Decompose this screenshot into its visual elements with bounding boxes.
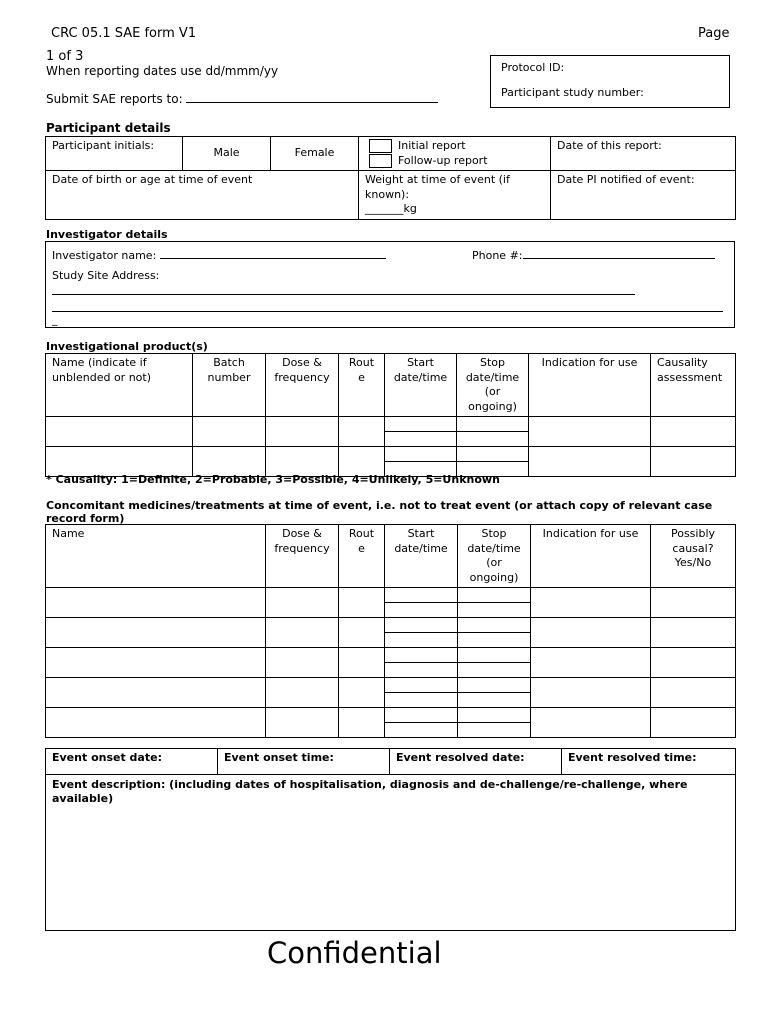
weight-unit: _______kg (365, 202, 417, 215)
concomitant-header-route: Rout e (339, 525, 385, 588)
causality-note: * Causality: 1=Definite, 2=Probable, 3=Possible, 4=Unlikely, 5=Unknown (46, 473, 500, 486)
table-cell[interactable] (385, 678, 458, 708)
products-header-batch: Batch number (193, 354, 266, 417)
phone-row (472, 249, 715, 262)
investigator-name-row (52, 249, 386, 262)
table-cell[interactable] (266, 678, 339, 708)
followup-report-checkbox[interactable] (369, 154, 392, 168)
followup-report-option[interactable] (369, 154, 540, 169)
table-cell[interactable] (266, 417, 339, 447)
table-row (46, 588, 736, 618)
initials-cell[interactable]: Participant initials: (46, 137, 183, 171)
female-option[interactable]: Female (271, 137, 359, 171)
products-header-dose: Dose & frequency (266, 354, 339, 417)
event-description[interactable]: Event description: (including dates of hospitalisation, diagnosis and de-challenge/re-challenge, where available) (46, 775, 736, 931)
products-header-causality: Causality assessment (651, 354, 736, 417)
address-line-2[interactable] (52, 311, 723, 312)
participant-number-label[interactable]: Participant study number: (501, 86, 644, 99)
table-cell[interactable] (266, 648, 339, 678)
concomitant-table (45, 524, 736, 738)
table-cell[interactable] (385, 447, 457, 477)
table-cell[interactable] (458, 678, 531, 708)
event-table (45, 748, 736, 931)
table-cell[interactable] (46, 618, 266, 648)
investigator-heading: Investigator details (46, 228, 168, 241)
submit-label: Submit SAE reports to: (46, 92, 183, 106)
male-option[interactable]: Male (183, 137, 271, 171)
date-of-report-cell[interactable]: Date of this report: (551, 137, 736, 171)
phone-field[interactable] (523, 258, 715, 259)
followup-report-label: Follow-up report (398, 153, 488, 167)
table-cell[interactable] (266, 618, 339, 648)
table-cell[interactable] (339, 648, 385, 678)
report-type-cell (359, 137, 551, 171)
table-cell[interactable] (266, 447, 339, 477)
table-cell[interactable] (651, 618, 736, 648)
table-cell[interactable] (531, 648, 651, 678)
table-cell[interactable] (531, 618, 651, 648)
investigator-name-field[interactable] (160, 258, 386, 259)
form-title: CRC 05.1 SAE form V1 (51, 26, 197, 41)
table-cell[interactable] (339, 618, 385, 648)
table-cell[interactable] (46, 708, 266, 738)
table-cell[interactable] (458, 588, 531, 618)
dates-note: When reporting dates use dd/mmm/yy (46, 64, 279, 78)
products-heading: Investigational product(s) (46, 340, 208, 353)
table-cell[interactable] (46, 447, 193, 477)
page-count: 1 of 3 (46, 49, 84, 64)
table-cell[interactable] (46, 417, 193, 447)
investigator-name-label: Investigator name: (52, 249, 157, 262)
table-cell[interactable] (457, 417, 529, 447)
submit-address-line[interactable] (186, 102, 438, 103)
table-cell[interactable] (529, 447, 651, 477)
table-row (46, 417, 736, 447)
table-cell[interactable] (651, 447, 736, 477)
weight-label: Weight at time of event (if known): (365, 173, 510, 201)
concomitant-header-stop: Stop date/time (or ongoing) (458, 525, 531, 588)
table-cell[interactable] (339, 588, 385, 618)
concomitant-header-name: Name (46, 525, 266, 588)
protocol-id-label[interactable]: Protocol ID: (501, 61, 565, 74)
table-cell[interactable] (651, 678, 736, 708)
products-header-start: Start date/time (385, 354, 457, 417)
table-cell[interactable] (531, 588, 651, 618)
table-cell[interactable] (339, 447, 385, 477)
table-cell[interactable] (46, 678, 266, 708)
table-cell[interactable] (385, 648, 458, 678)
table-cell[interactable] (457, 447, 529, 477)
phone-label: Phone #: (472, 249, 523, 262)
table-row (46, 447, 736, 477)
concomitant-header-indication: Indication for use (531, 525, 651, 588)
address-label: Study Site Address: (52, 269, 160, 282)
address-line-1[interactable] (52, 294, 635, 295)
table-cell[interactable] (385, 618, 458, 648)
weight-cell[interactable] (359, 171, 551, 220)
table-cell[interactable] (458, 648, 531, 678)
event-onset-time[interactable]: Event onset time: (218, 749, 390, 775)
concomitant-header-start: Start date/time (385, 525, 458, 588)
table-cell[interactable] (339, 678, 385, 708)
table-row (46, 648, 736, 678)
dob-cell[interactable]: Date of birth or age at time of event (46, 171, 359, 220)
table-cell[interactable] (339, 417, 385, 447)
table-cell[interactable] (651, 708, 736, 738)
pi-notified-cell[interactable]: Date PI notified of event: (551, 171, 736, 220)
table-cell[interactable] (385, 588, 458, 618)
table-cell[interactable] (46, 588, 266, 618)
page-label: Page (698, 26, 730, 41)
table-row (46, 618, 736, 648)
table-cell[interactable] (458, 708, 531, 738)
initial-report-label: Initial report (398, 139, 466, 152)
table-cell[interactable] (385, 708, 458, 738)
table-cell[interactable] (266, 708, 339, 738)
initial-report-option[interactable] (369, 139, 540, 154)
products-header-indication: Indication for use (529, 354, 651, 417)
table-cell[interactable] (46, 648, 266, 678)
table-cell[interactable] (385, 417, 457, 447)
table-cell[interactable] (193, 447, 266, 477)
table-cell[interactable] (651, 417, 736, 447)
table-cell[interactable] (266, 588, 339, 618)
participant-table (45, 136, 736, 220)
event-resolved-date[interactable]: Event resolved date: (390, 749, 562, 775)
event-resolved-time[interactable]: Event resolved time: (562, 749, 736, 775)
products-table (45, 353, 736, 477)
table-cell[interactable] (339, 708, 385, 738)
products-header-name: Name (indicate if unblended or not) (46, 354, 193, 417)
table-row (46, 678, 736, 708)
table-cell[interactable] (531, 708, 651, 738)
concomitant-heading: Concomitant medicines/treatments at time of event, i.e. not to treat event (or attach copy of relevant case record form) (46, 499, 713, 525)
table-cell[interactable] (458, 618, 531, 648)
table-cell[interactable] (529, 417, 651, 447)
products-header-route: Rout e (339, 354, 385, 417)
concomitant-header-dose: Dose & frequency (266, 525, 339, 588)
submit-reports (46, 92, 438, 106)
concomitant-header-causal: Possibly causal? Yes/No (651, 525, 736, 588)
table-cell[interactable] (531, 678, 651, 708)
table-cell[interactable] (193, 417, 266, 447)
event-onset-date[interactable]: Event onset date: (46, 749, 218, 775)
products-header-stop: Stop date/time (or ongoing) (457, 354, 529, 417)
investigator-box (45, 241, 735, 328)
address-trailing-mark: _ (52, 313, 58, 326)
protocol-box (490, 55, 730, 108)
table-cell[interactable] (651, 648, 736, 678)
confidential-footer: Confidential (267, 936, 442, 970)
participant-heading: Participant details (46, 121, 171, 135)
table-row (46, 708, 736, 738)
table-cell[interactable] (651, 588, 736, 618)
initial-report-checkbox[interactable] (369, 139, 392, 153)
